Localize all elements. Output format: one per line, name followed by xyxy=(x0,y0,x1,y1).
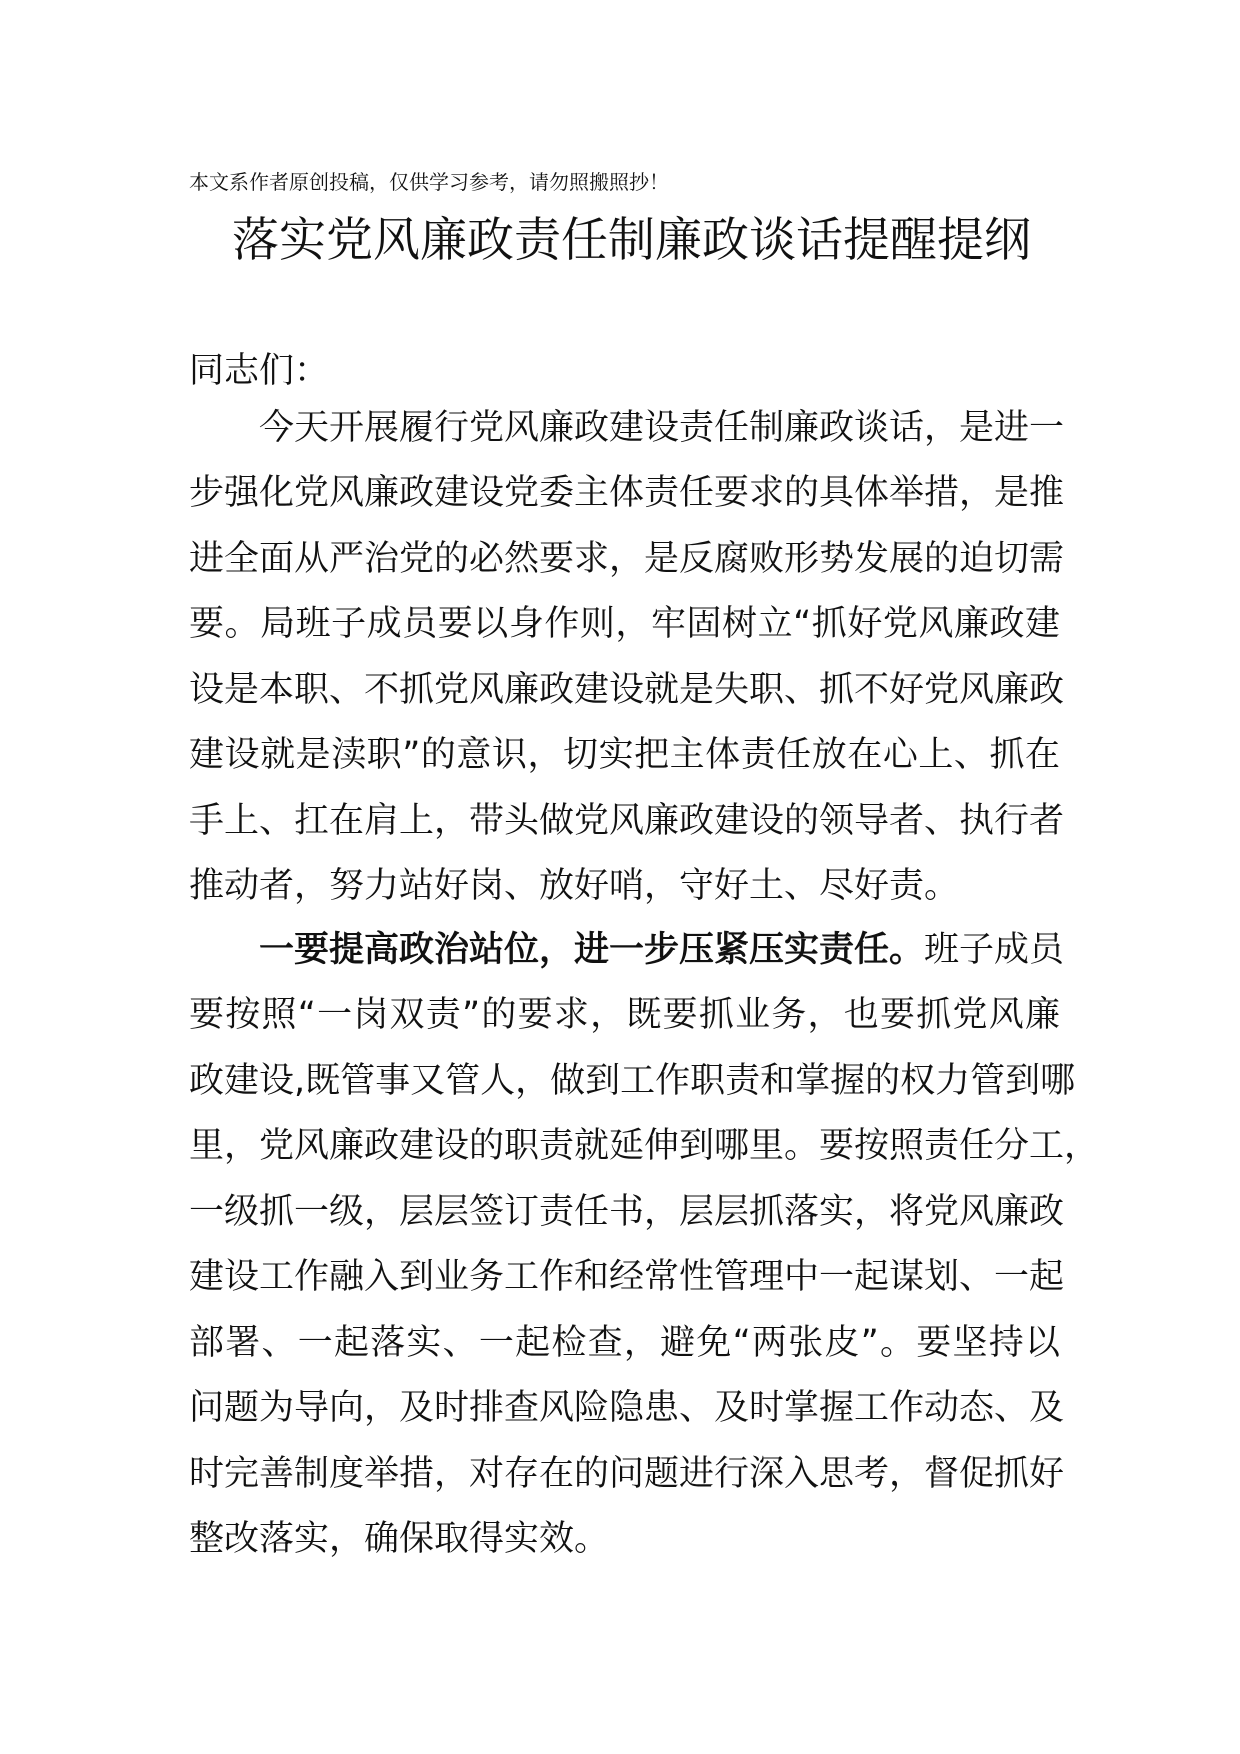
paragraph-line: 步强化党风廉政建设党委主体责任要求的具体举措，是推 xyxy=(189,473,1065,513)
document-title: 落实党风廉政责任制廉政谈话提醒提纲 xyxy=(232,213,1031,268)
paragraph-line: 推动者，努力站好岗、放好哨，守好土、尽好责。 xyxy=(189,866,960,906)
paragraph-line: 建设就是渎职”的意识，切实把主体责任放在心上、抓在 xyxy=(189,735,1060,775)
paragraph-line: 手上、扛在肩上，带头做党风廉政建设的领导者、执行者 xyxy=(189,801,1065,841)
paragraph-line: 要。局班子成员要以身作则，牢固树立“抓好党风廉政建 xyxy=(189,604,1060,644)
heading-tail: 班子成员 xyxy=(924,930,1065,970)
paragraph-line: 一级抓一级，层层签订责任书，层层抓落实，将党风廉政 xyxy=(189,1192,1065,1232)
section-heading: 一要提高政治站位，进一步压紧压实责任。 xyxy=(259,930,925,970)
paragraph-line: 建设工作融入到业务工作和经常性管理中一起谋划、一起 xyxy=(189,1257,1065,1297)
paragraph-line: 部署、一起落实、一起检查，避免“两张皮”。要坚持以 xyxy=(189,1323,1060,1363)
paragraph-line: 政建设,既管事又管人，做到工作职责和掌握的权力管到哪 xyxy=(189,1061,1076,1101)
paragraph-line: 问题为导向，及时排查风险隐患、及时掌握工作动态、及 xyxy=(189,1388,1065,1428)
paragraph-line: 时完善制度举措，对存在的问题进行深入思考，督促抓好 xyxy=(189,1454,1065,1494)
greeting: 同志们： xyxy=(189,351,330,391)
paragraph-line: 里，党风廉政建设的职责就延伸到哪里。要按照责任分工， xyxy=(189,1126,1100,1166)
paragraph-line: 今天开展履行党风廉政建设责任制廉政谈话，是进一 xyxy=(259,408,1065,448)
paragraph-line: 要按照“一岗双责”的要求，既要抓业务，也要抓党风廉 xyxy=(189,995,1060,1035)
copyright-note: 本文系作者原创投稿，仅供学习参考，请勿照搬照抄！ xyxy=(189,170,669,194)
paragraph-line: 进全面从严治党的必然要求，是反腐败形势发展的迫切需 xyxy=(189,539,1065,579)
paragraph-line: 整改落实，确保取得实效。 xyxy=(189,1519,610,1559)
paragraph-line: 设是本职、不抓党风廉政建设就是失职、抓不好党风廉政 xyxy=(189,670,1065,710)
paragraph-line xyxy=(259,928,1065,972)
